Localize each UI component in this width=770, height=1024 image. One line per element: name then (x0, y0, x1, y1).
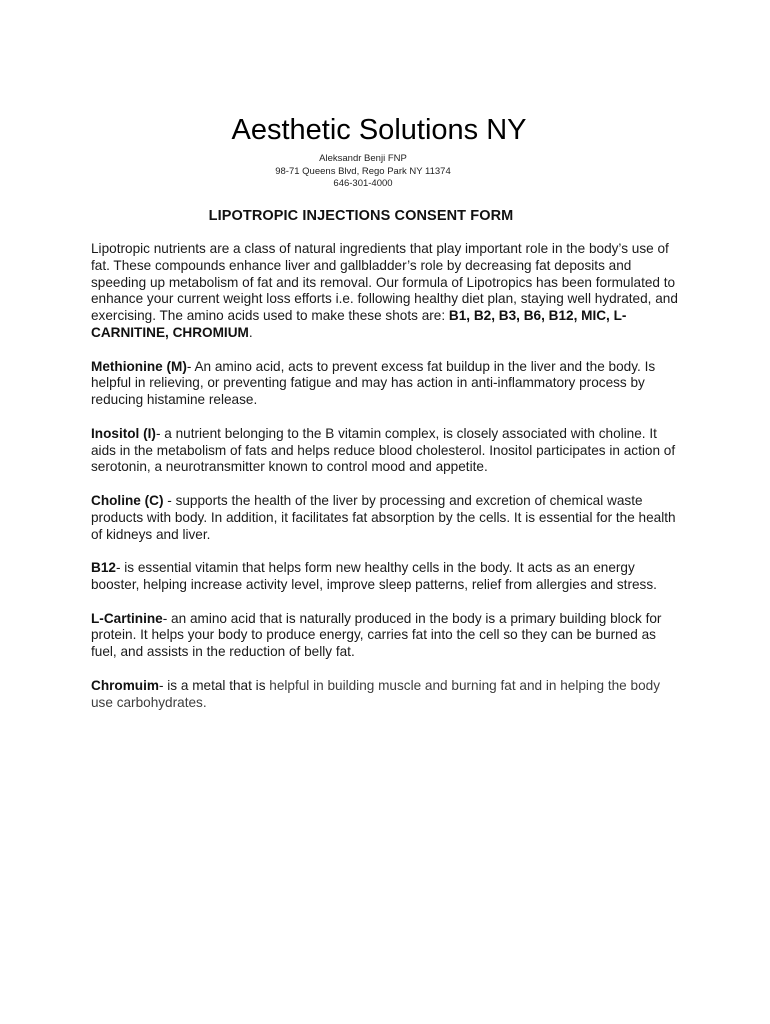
ingredient-paragraph-l-cartinine (91, 611, 683, 661)
form-body (91, 241, 683, 728)
amino-acid-list: B1, B2, B3, B6, B12, MIC, L-CARNITINE, CHROMIUM (91, 308, 627, 340)
ingredient-term: B12 (91, 560, 116, 576)
provider-name: Aleksandr Benji FNP (319, 153, 407, 164)
ingredient-description: - supports the health of the liver by processing and excretion of chemical waste products with body. In addition, it facilitates fat absorption by the cells. It is essential for the health of kidneys and liver. (91, 492, 676, 542)
intro-end: . (248, 324, 253, 340)
ingredient-description: - is a metal that is (158, 677, 270, 693)
practice-phone: 646-301-4000 (333, 178, 393, 189)
intro-text: Lipotropic nutrients are a class of natural ingredients that play important role in the body’s use of fat. These compounds enhance liver and gallbladder’s role by decreasing fat deposits and speeding up metabolism of fat and its removal. Our formula of Lipotropics has been formulated to enhance your current weight loss efforts i.e. following healthy diet plan, staying well hydrated, and exercising. The amino acids used to make these shots are: (91, 241, 678, 324)
practice-address: 98-71 Queens Blvd, Rego Park NY 11374 (275, 165, 451, 177)
letterhead (0, 112, 770, 191)
ingredient-paragraph-chromuim (91, 678, 683, 712)
ingredient-paragraph-inositol (91, 426, 683, 476)
ingredient-description: - an amino acid that is naturally produced in the body is a primary building block for protein. It helps your body to produce energy, carries fat into the cell so they can be burned as fuel, and assists in the reduction of belly fat. (91, 610, 662, 660)
ingredient-description: - a nutrient belonging to the B vitamin complex, is closely associated with choline. It aids in the metabolism of fats and helps reduce blood cholesterol. Inositol participates in action of serotonin, a neurotransmitter known to control mood and appetite. (91, 425, 676, 475)
practice-name: Aesthetic Solutions NY (231, 114, 527, 146)
ingredient-term: Methionine (M) (91, 358, 187, 374)
ingredient-description: - An amino acid, acts to prevent excess fat buildup in the liver and the body. Is helpful in relieving, or preventing fatigue and may has action in anti-inflammatory process by reducing histamine release. (91, 358, 656, 408)
form-title: LIPOTROPIC INJECTIONS CONSENT FORM (208, 208, 514, 224)
ingredient-description-continued: helpful in building muscle and burning fat and in helping the body use carbohydrates. (91, 677, 660, 710)
intro-paragraph (91, 241, 683, 342)
ingredient-term: Chromuim (91, 677, 159, 693)
ingredient-paragraph-choline (91, 493, 683, 543)
ingredient-paragraph-b12 (91, 560, 683, 594)
ingredient-term: Inositol (I) (91, 425, 156, 441)
ingredient-term: L-Cartinine (91, 610, 163, 626)
ingredient-paragraph-methionine (91, 359, 683, 409)
ingredient-description: - is essential vitamin that helps form new healthy cells in the body. It acts as an energy booster, helping increase activity level, improve sleep patterns, relief from allergies and stress. (91, 560, 657, 592)
ingredient-term: Choline (C) (91, 492, 164, 508)
